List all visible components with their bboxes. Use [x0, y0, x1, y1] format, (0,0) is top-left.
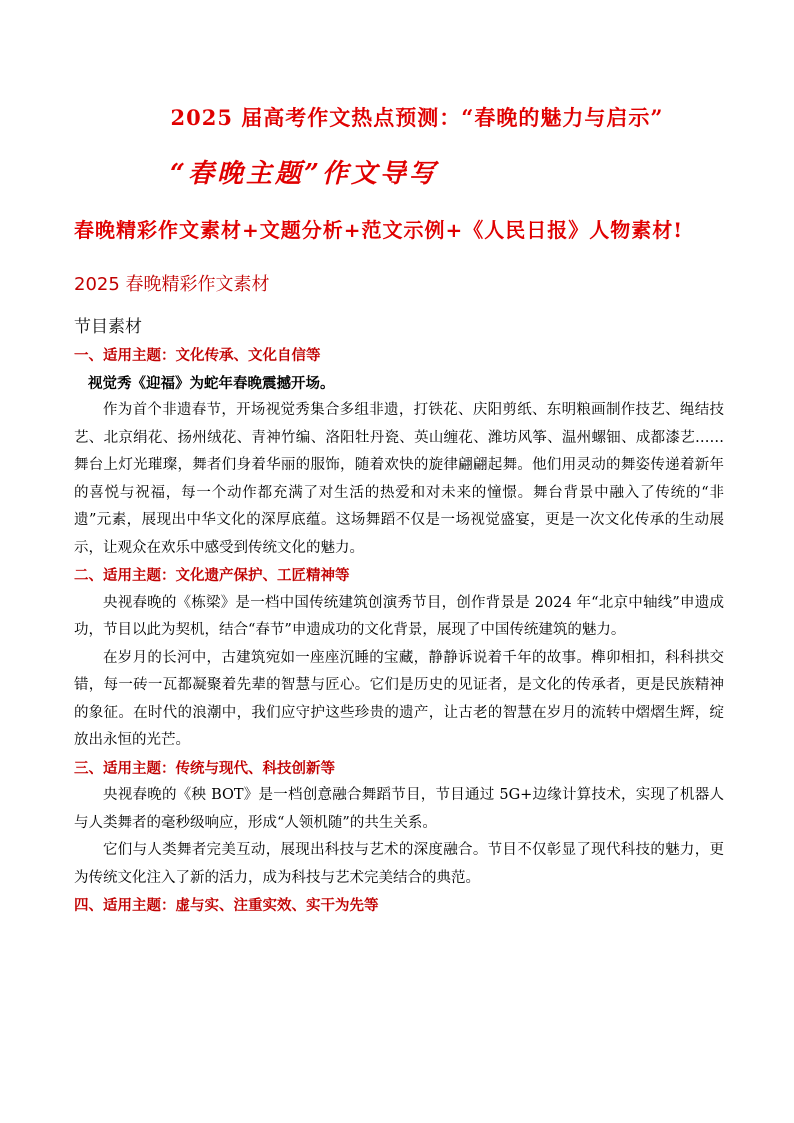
document-subtitle: “春晚主题”作文导写 [170, 159, 438, 189]
body-paragraph: 央视春晚的《栋梁》是一档中国传统建筑创演秀节目，创作背景是 2024 年“北京中轴线”申遗成功，节目以此为契机，结合“春节”申遗成功的文化背景，展现了中国传统建筑的魅力。 [74, 594, 724, 638]
topic-heading: 一、适用主题：文化传承、文化自信等 [74, 347, 321, 364]
topic-lead: 视觉秀《迎福》为蛇年春晚震撼开场。 [88, 374, 335, 392]
section-title: 2025 春晚精彩作文素材 [74, 274, 270, 295]
topic-heading: 三、适用主题：传统与现代、科技创新等 [74, 759, 335, 777]
body-paragraph: 在岁月的长河中，古建筑宛如一座座沉睡的宝藏，静静诉说着千年的故事。榫卯相扣，科科拱交错，每一砖一瓦都凝聚着先辈的智慧与匠心。它们是历史的见证者，是文化的传承者，更是民族精神的象征。在时代的浪潮中，我们应守护这些珍贵的遗产，让古老的智慧在岁月的流转中熠熠生辉，绽放出永恒的光芒。 [74, 649, 724, 748]
document-title: 2025 届高考作文热点预测：“春晚的魅力与启示” [170, 105, 664, 130]
document-banner: 春晚精彩作文素材+文题分析+范文示例+《人民日报》人物素材! [74, 218, 684, 242]
article-body [74, 342, 724, 920]
body-paragraph: 央视春晚的《秧 BOT》是一档创意融合舞蹈节目，节目通过 5G+边缘计算技术，实现了机器人与人类舞者的毫秒级响应，形成“人领机随”的共生关系。 [74, 787, 724, 831]
body-paragraph: 作为首个非遗春节，开场视觉秀集合多组非遗，打铁花、庆阳剪纸、东明粮画制作技艺、绳结技艺、北京绢花、扬州绒花、青神竹编、洛阳牡丹瓷、英山缠花、潍坊风筝、温州螺钿、成都漆艺……舞台上灯光璀璨，舞者们身着华丽的服饰，随着欢快的旋律翩翩起舞。他们用灵动的舞姿传递着新年的喜悦与祝福，每一个动作都充满了对生活的热爱和对未来的憧憬。舞台背景中融入了传统的“非遗”元素，展现出中华文化的深厚底蕴。这场舞蹈不仅是一场视觉盛宴，更是一次文化传承的生动展示，让观众在欢乐中感受到传统文化的魅力。 [74, 402, 724, 556]
body-paragraph: 它们与人类舞者完美互动，展现出科技与艺术的深度融合。节目不仅彰显了现代科技的魅力，更为传统文化注入了新的活力，成为科技与艺术完美结合的典范。 [74, 842, 724, 886]
topic-heading: 二、适用主题：文化遗产保护、工匠精神等 [74, 567, 350, 584]
section-subheading: 节目素材 [74, 317, 142, 337]
topic-heading: 四、适用主题：虚与实、注重实效、实干为先等 [74, 897, 379, 914]
